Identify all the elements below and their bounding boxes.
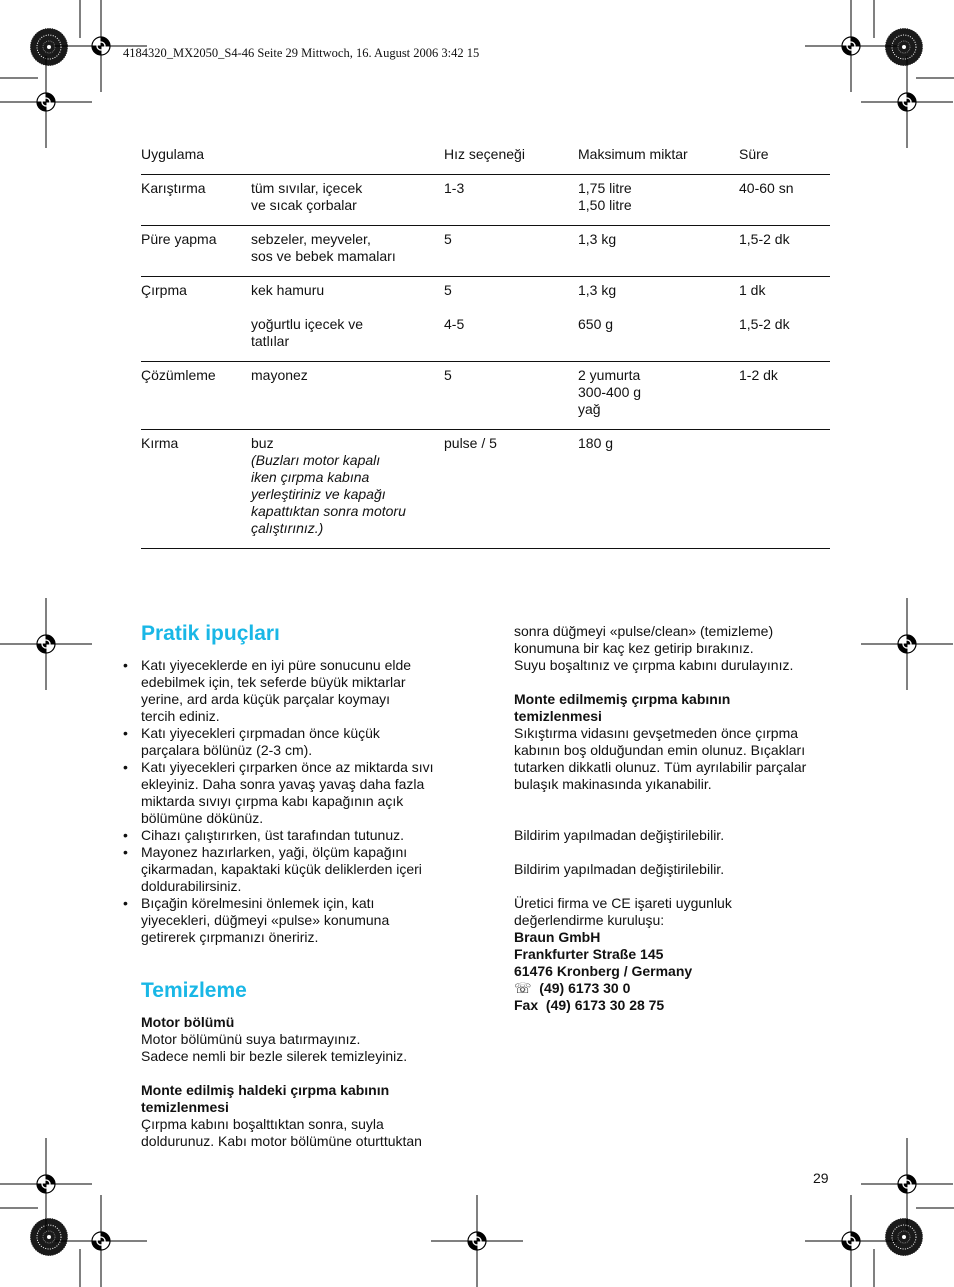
page-number: 29 xyxy=(813,1170,829,1186)
list-item xyxy=(123,759,468,827)
fax-label: Fax xyxy=(514,997,539,1013)
text-line: Suyu boşaltınız ve çırpma kabını durulayınız. xyxy=(514,657,794,673)
row-note-line: (Buzları motor kapalı xyxy=(251,452,381,468)
mounted-section xyxy=(141,1082,422,1150)
col-header-time: Süre xyxy=(739,146,769,162)
list-item-line: çikarmadan, kapaktaki küçük deliklerden içeri xyxy=(141,861,422,877)
row-application: Kırma xyxy=(141,435,179,451)
row-food-line: yoğurtlu içecek ve xyxy=(251,316,364,332)
row-max-line: yağ xyxy=(578,401,601,417)
row-speed: 5 xyxy=(444,282,452,298)
telephone-icon: ☏ xyxy=(514,980,532,996)
list-item-line: yiyecekleri, düğmeyi «pulse» konumuna xyxy=(141,912,390,928)
table-rule xyxy=(141,361,830,362)
phone-number: (49) 6173 30 0 xyxy=(539,980,631,996)
tips-list xyxy=(123,657,468,946)
row-food xyxy=(251,435,406,537)
subheading: temizlenmesi xyxy=(141,1099,229,1115)
row-time: 40-60 sn xyxy=(739,180,794,196)
subheading: Monte edilmemiş çırpma kabının xyxy=(514,691,731,707)
subheading: Motor bölümü xyxy=(141,1014,235,1030)
section-title-tips: Pratik ipuçları xyxy=(141,622,280,645)
row-max-line: 1,75 litre xyxy=(578,180,632,196)
list-item xyxy=(123,895,468,946)
row-food xyxy=(251,231,396,265)
list-item xyxy=(123,657,468,725)
table-rule xyxy=(141,276,830,277)
row-note-line: iken çırpma kabına xyxy=(251,469,370,485)
list-item-line: • Katı yiyecekleri çırpmadan önce küçük xyxy=(141,725,380,741)
list-item-line: doldurabilirsiniz. xyxy=(141,878,242,894)
company-city: 61476 Kronberg / Germany xyxy=(514,963,693,979)
row-time: 1,5-2 dk xyxy=(739,231,790,247)
row-food-line: sebzeler, meyveler, xyxy=(251,231,371,247)
row-max: 180 g xyxy=(578,435,614,451)
list-item xyxy=(123,725,468,759)
notice-text: Bildirim yapılmadan değiştirilebilir. xyxy=(514,827,725,843)
motor-section xyxy=(141,1014,407,1065)
row-food-line: buz xyxy=(251,435,274,451)
row-max-line: 2 yumurta xyxy=(578,367,641,383)
row-food-line: ve sıcak çorbalar xyxy=(251,197,357,213)
row-max-line: 300-400 g xyxy=(578,384,642,400)
text-line: tutarken dikkatli olunuz. Tüm ayrılabilir parçalar xyxy=(514,759,807,775)
row-time: 1 dk xyxy=(739,282,766,298)
row-application: Çözümleme xyxy=(141,367,216,383)
list-item-line: miktarda sıvıyı çırpma kabı kapağının açık xyxy=(141,793,404,809)
text-line: Sıkıştırma vidasını gevşetmeden önce çırpma xyxy=(514,725,799,741)
text-line: Motor bölümünü suya batırmayınız. xyxy=(141,1031,361,1047)
row-application: Karıştırma xyxy=(141,180,206,196)
table-rule xyxy=(141,429,830,430)
row-food-line: tatlılar xyxy=(251,333,290,349)
row-max: 1,3 kg xyxy=(578,231,617,247)
text-line: kabının boş olduğundan emin olunuz. Bıçakları xyxy=(514,742,806,758)
company-phone xyxy=(514,980,732,997)
fax-number: (49) 6173 30 28 75 xyxy=(545,997,665,1013)
list-item-line: tercih ediniz. xyxy=(141,708,220,724)
section-title-cleaning: Temizleme xyxy=(141,979,247,1002)
subheading: temizlenmesi xyxy=(514,708,602,724)
text-line: bulaşık makinasında yıkanabilir. xyxy=(514,776,712,792)
list-item-line: yerine, ard arda küçük parçalar koymayı xyxy=(141,691,390,707)
row-max: 1,3 kg xyxy=(578,282,617,298)
text-line: Sadece nemli bir bezle silerek temizleyiniz. xyxy=(141,1048,408,1064)
company-street: Frankfurter Straße 145 xyxy=(514,946,664,962)
unmounted-section xyxy=(514,691,806,793)
row-food-line: sos ve bebek mamaları xyxy=(251,248,396,264)
row-food-line: tüm sıvılar, içecek xyxy=(251,180,363,196)
mounted-section-continued xyxy=(514,623,793,674)
list-item-line: ekleyiniz. Daha sonra yavaş yavaş daha fazla xyxy=(141,776,425,792)
row-speed: pulse / 5 xyxy=(444,435,497,451)
text-line: Üretici firma ve CE işareti uygunluk xyxy=(514,895,732,911)
manufacturer-block xyxy=(514,895,732,1014)
notice-text: Bildirim yapılmadan değiştirilebilir. xyxy=(514,861,725,877)
text-line: doldurunuz. Kabı motor bölümüne oturttuktan xyxy=(141,1133,422,1149)
row-speed: 5 xyxy=(444,367,452,383)
list-item xyxy=(123,827,468,844)
text-line: Çırpma kabını boşalttıktan sonra, suyla xyxy=(141,1116,384,1132)
list-item-line: • Katı yiyeceklerde en iyi püre sonucunu elde xyxy=(141,657,412,673)
text-line: konumuna bir kaç kez getirip bırakınız. xyxy=(514,640,754,656)
row-time: 1-2 dk xyxy=(739,367,778,383)
list-item-line: edebilmek için, tek seferde büyük miktarlar xyxy=(141,674,406,690)
row-max xyxy=(578,367,641,418)
row-time: 1,5-2 dk xyxy=(739,316,790,332)
row-note-line: yerleştiriniz ve kapağı xyxy=(251,486,386,502)
print-slug: 4184320_MX2050_S4-46 Seite 29 Mittwoch, 16. August 2006 3:42 15 xyxy=(123,46,480,60)
row-note-line: çalıştırınız.) xyxy=(251,520,324,536)
row-speed: 4-5 xyxy=(444,316,465,332)
row-max xyxy=(578,180,632,214)
row-speed: 5 xyxy=(444,231,452,247)
company-name: Braun GmbH xyxy=(514,929,601,945)
list-item-line: bölümüne dökünüz. xyxy=(141,810,264,826)
row-food xyxy=(251,316,363,350)
row-speed: 1-3 xyxy=(444,180,465,196)
row-food: kek hamuru xyxy=(251,282,325,298)
text-line: sonra düğmeyi «pulse/clean» (temizleme) xyxy=(514,623,774,639)
list-item-line: parçalara bölünüz (2-3 cm). xyxy=(141,742,313,758)
table-rule xyxy=(141,548,830,549)
list-item-line: getirerek çırpmanızı öneririz. xyxy=(141,929,319,945)
text-line: değerlendirme kuruluşu: xyxy=(514,912,665,928)
list-item xyxy=(123,844,468,895)
row-food: mayonez xyxy=(251,367,308,383)
list-item-line: • Bıçağin körelmesini önlemek için, katı xyxy=(141,895,375,911)
list-item-line: • Cihazı çalıştırırken, üst tarafından tutunuz. xyxy=(141,827,405,843)
row-max: 650 g xyxy=(578,316,614,332)
col-header-max: Maksimum miktar xyxy=(578,146,688,162)
table-rule xyxy=(141,225,830,226)
list-item-line: • Mayonez hazırlarken, yaği, ölçüm kapağını xyxy=(141,844,408,860)
row-food xyxy=(251,180,362,214)
table-rule xyxy=(141,174,830,175)
row-max-line: 1,50 litre xyxy=(578,197,632,213)
row-application: Çırpma xyxy=(141,282,187,298)
row-note-line: kapattıktan sonra motoru xyxy=(251,503,406,519)
row-application: Püre yapma xyxy=(141,231,217,247)
subheading: Monte edilmiş haldeki çırpma kabının xyxy=(141,1082,390,1098)
col-header-speed: Hız seçeneği xyxy=(444,146,525,162)
company-fax xyxy=(514,997,732,1014)
list-item-line: • Katı yiyecekleri çırparken önce az miktarda sıvı xyxy=(141,759,434,775)
col-header-application: Uygulama xyxy=(141,146,205,162)
